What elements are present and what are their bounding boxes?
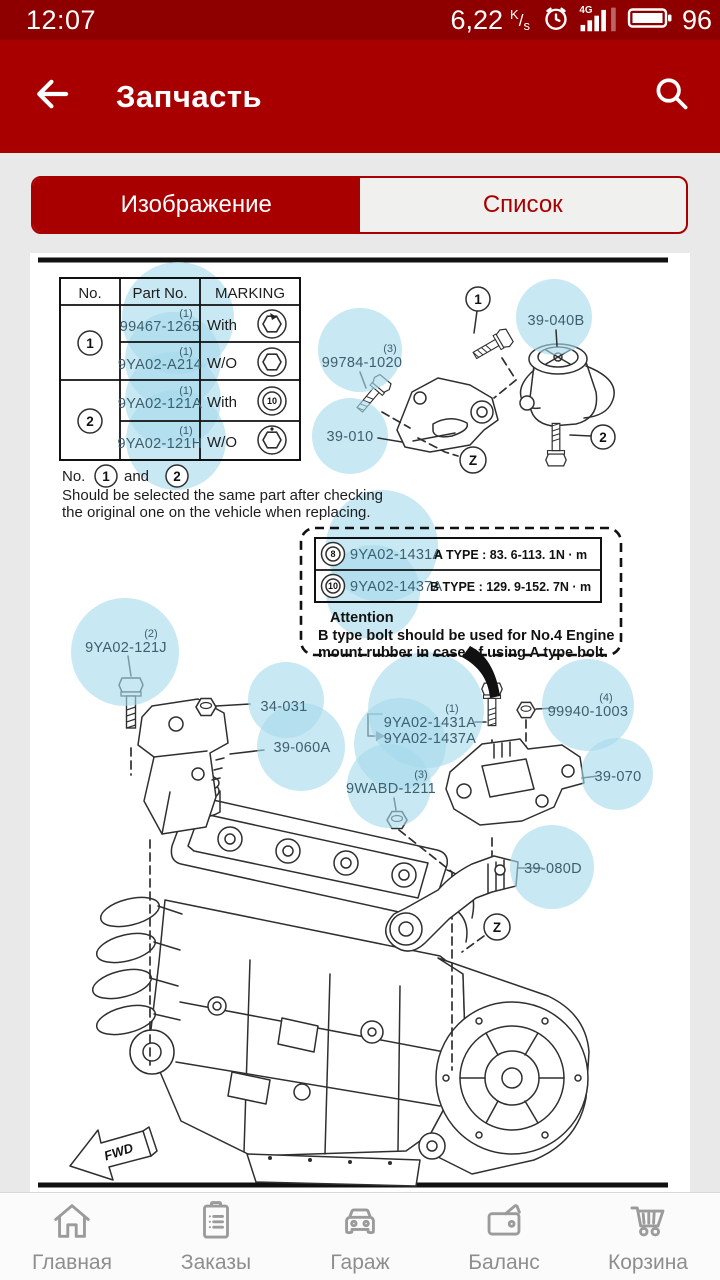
app-bar xyxy=(0,40,720,153)
status-time: 12:07 xyxy=(26,4,97,35)
note-line2: the original one on the vehicle when replacing. xyxy=(62,504,371,521)
home-icon xyxy=(49,1198,95,1250)
table-col-marking: MARKING xyxy=(214,285,286,302)
label-34-031: 34-031 xyxy=(260,699,308,715)
back-arrow-icon xyxy=(27,72,71,121)
attention-part-b: 9YA02-1437A xyxy=(350,579,443,595)
row-marking: W/O xyxy=(207,434,237,451)
row-qty: (1) xyxy=(179,346,193,358)
battery-icon xyxy=(627,5,673,36)
label-99784-1020: 99784-1020 xyxy=(321,355,403,371)
row-part: 9YA02-121A xyxy=(117,396,203,412)
svg-text:1: 1 xyxy=(102,469,110,484)
tab-area xyxy=(0,153,720,253)
label-99940-1003: 99940-1003 xyxy=(547,704,629,720)
page-title: Запчасть xyxy=(116,78,263,114)
svg-text:10: 10 xyxy=(327,581,339,591)
attention-title: Attention xyxy=(330,610,394,626)
tab-image-label: Изображение xyxy=(120,191,272,218)
row-marking: With xyxy=(207,394,237,411)
marking-icon-plain xyxy=(258,348,286,376)
tab-list[interactable] xyxy=(360,178,687,232)
row-part: 99467-1265 xyxy=(119,319,201,335)
parts-diagram[interactable] xyxy=(30,253,690,1192)
status-right-cluster xyxy=(450,3,712,38)
tab-control xyxy=(31,176,688,234)
callout-1: 1 xyxy=(474,292,482,307)
attention-line1: B type bolt should be used for No.4 Engine xyxy=(318,628,615,644)
callout-z-top: Z xyxy=(468,453,478,468)
table-note xyxy=(62,465,383,521)
bolt-mark-10-icon xyxy=(322,575,345,598)
signal-4g-icon xyxy=(578,3,620,38)
label-1431-qty: (1) xyxy=(445,703,459,715)
status-bar xyxy=(0,0,720,40)
label-39-060a: 39-060A xyxy=(273,740,331,756)
car-icon xyxy=(337,1198,383,1250)
back-button[interactable] xyxy=(14,62,84,132)
nav-item-orders[interactable] xyxy=(144,1193,288,1280)
svg-text:4G: 4G xyxy=(579,4,593,16)
marking-icon-clock xyxy=(258,310,286,338)
attention-part-a: 9YA02-1431A xyxy=(350,547,443,563)
row-qty: (1) xyxy=(179,425,193,437)
attention-spec-a: A TYPE : 83. 6-113. 1N · m xyxy=(434,548,588,562)
nav-item-home[interactable] xyxy=(0,1193,144,1280)
label-9ya02-1431a: 9YA02-1431A xyxy=(383,715,477,731)
label-39-080d: 39-080D xyxy=(524,861,582,877)
bottom-nav xyxy=(0,1192,720,1280)
attention-line2: mount rubber in case of using A type bolt. xyxy=(318,645,608,661)
nav-item-cart[interactable] xyxy=(576,1193,720,1280)
label-9wabd-qty: (3) xyxy=(414,769,428,781)
network-speed: 6,22 xyxy=(450,4,504,35)
alarm-clock-icon xyxy=(541,3,571,38)
note-line1: Should be selected the same part after checking xyxy=(62,487,384,504)
label-9ya02-1437a: 9YA02-1437A xyxy=(383,731,477,747)
marking-icon-dot xyxy=(258,426,286,454)
nav-label: Главная xyxy=(32,1251,112,1274)
label-9wabd-1211: 9WABD-1211 xyxy=(345,781,437,797)
nav-item-garage[interactable] xyxy=(288,1193,432,1280)
search-icon xyxy=(650,73,692,120)
row-marking: W/O xyxy=(207,355,237,372)
table-group-2: 2 xyxy=(86,414,94,429)
label-39-040b: 39-040B xyxy=(527,313,585,329)
label-39-010: 39-010 xyxy=(326,429,374,445)
nav-label: Заказы xyxy=(180,1251,252,1274)
parts-table xyxy=(60,278,300,460)
label-39-070: 39-070 xyxy=(594,769,642,785)
label-99940-qty: (4) xyxy=(599,692,613,704)
cart-icon xyxy=(625,1198,671,1250)
nav-item-balance[interactable] xyxy=(432,1193,576,1280)
battery-percent: 96 xyxy=(681,4,712,35)
nav-label: Корзина xyxy=(608,1251,688,1274)
nav-label: Баланс xyxy=(468,1251,540,1274)
svg-text:10: 10 xyxy=(266,396,278,407)
row-qty: (1) xyxy=(179,308,193,320)
network-speed-unit: K / s xyxy=(510,6,530,33)
fwd-arrow-label: FWD xyxy=(102,1140,136,1164)
label-99784-qty: (3) xyxy=(383,343,397,355)
svg-text:2: 2 xyxy=(173,469,181,484)
callout-2: 2 xyxy=(599,430,607,445)
tab-image[interactable] xyxy=(33,178,360,232)
attention-spec-b: B TYPE : 129. 9-152. 7N · m xyxy=(430,580,592,594)
clipboard-icon xyxy=(193,1198,239,1250)
row-marking: With xyxy=(207,317,237,334)
wallet-icon xyxy=(481,1198,527,1250)
bolt-mark-8-icon xyxy=(322,543,345,566)
search-button[interactable] xyxy=(636,62,706,132)
table-col-no: No. xyxy=(78,285,102,302)
parts-diagram-svg xyxy=(30,253,690,1192)
label-9ya02-121j: 9YA02-121J xyxy=(85,640,167,656)
row-part: 9YA02-A214 xyxy=(117,357,203,373)
svg-text:8: 8 xyxy=(330,549,336,559)
table-group-1: 1 xyxy=(86,336,94,351)
row-qty: (1) xyxy=(179,385,193,397)
row-part: 9YA02-121H xyxy=(117,436,203,452)
marking-icon-10 xyxy=(258,387,286,415)
note-prefix: No. xyxy=(62,468,86,485)
table-col-part: Part No. xyxy=(132,285,188,302)
label-121j-qty: (2) xyxy=(144,628,158,640)
callout-z-bottom: Z xyxy=(492,920,502,935)
tab-list-label: Список xyxy=(482,191,563,218)
note-and: and xyxy=(124,468,150,485)
nav-label: Гараж xyxy=(330,1251,390,1274)
